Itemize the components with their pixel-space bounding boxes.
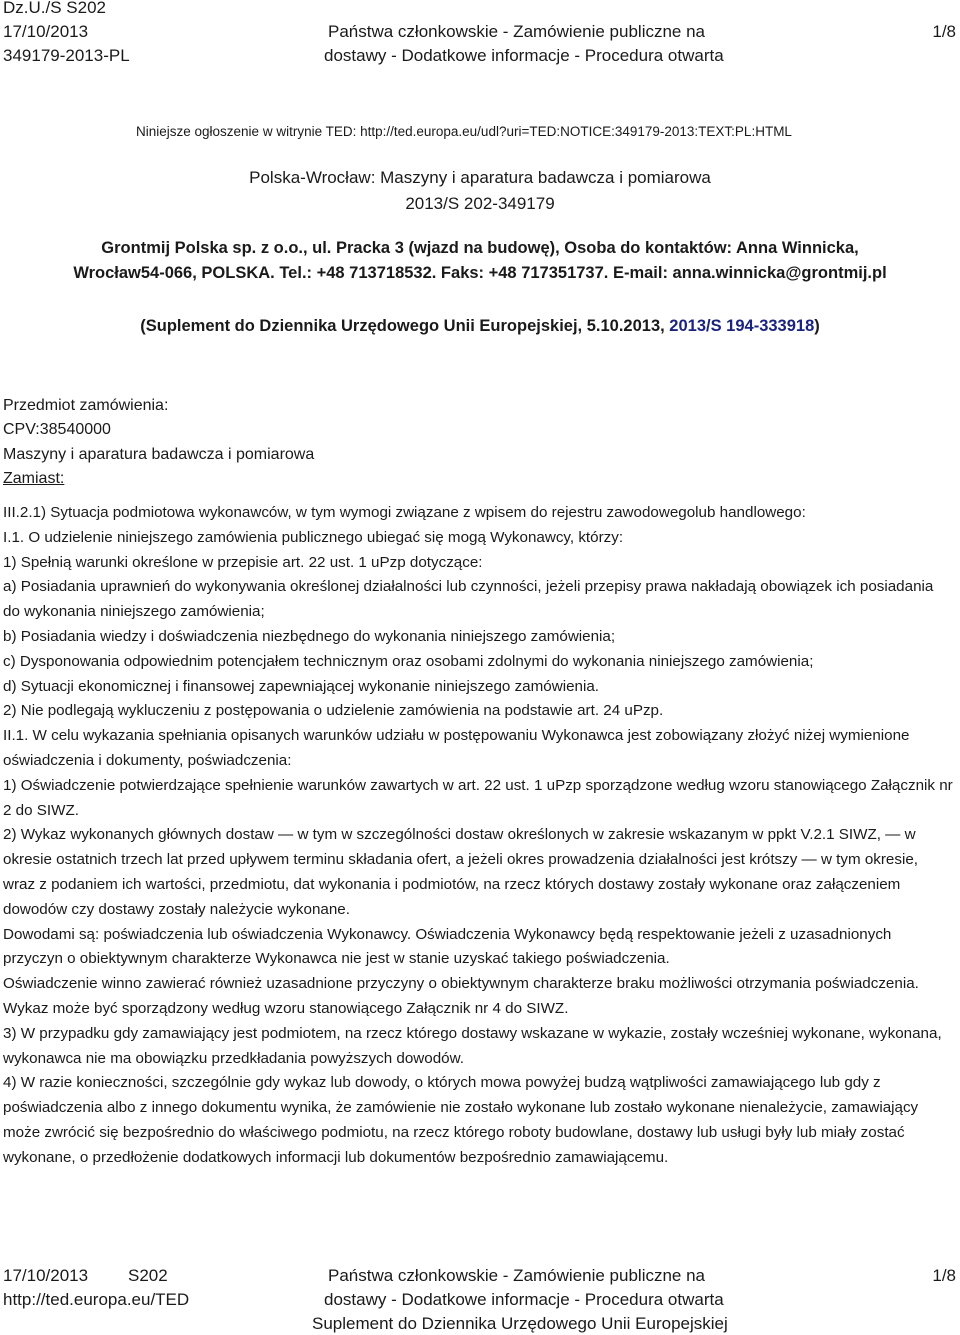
header-date: 17/10/2013	[3, 22, 89, 41]
body-paragraph: I.1. O udzielenie niniejszego zamówienia publicznego ubiegać się mogą Wykonawcy, którzy:	[3, 528, 624, 546]
footer-supplement: Suplement do Dziennika Urzędowego Unii Europejskiej	[312, 1314, 728, 1333]
body-paragraph: a) Posiadania uprawnień do wykonywania określonej działalności lub czynności, jeżeli przepisy prawa nakładają obowiązek ich posiadania do wykonania niniejszego zamówienia;	[3, 578, 934, 621]
header-category-line2: dostawy - Dodatkowe informacje - Procedura otwarta	[324, 46, 724, 65]
subject-name: Maszyny i aparatura badawcza i pomiarowa	[3, 446, 315, 463]
original-notice-link[interactable]: 2013/S 194-333918	[669, 317, 815, 335]
body-paragraph: Dowodami są: poświadczenia lub oświadczenia Wykonawcy. Oświadczenia Wykonawcy będą respektowanie jeżeli z uzasadnionych przyczyn o obiektywnym charakterze Wykonawca nie jest w stanie uzyskać takiego poświadczenia.	[3, 925, 892, 968]
instead-label: Zamiast:	[3, 470, 65, 487]
ted-intro-prefix: Niniejsze ogłoszenie w witrynie TED:	[136, 124, 361, 139]
supplement-reference	[0, 317, 960, 336]
body-paragraph: II.1. W celu wykazania spełniania opisanych warunków udziału w postępowaniu Wykonawca jest zobowiązany złożyć niżej wymienione oświadczenia i dokumenty, poświadczenia:	[3, 727, 910, 769]
supplement-suffix: )	[814, 317, 820, 335]
notice-title: Polska-Wrocław: Maszyny i aparatura badawcza i pomiarowa	[249, 168, 711, 187]
footer-page-number: 1/8	[932, 1266, 956, 1285]
notice-number: 349179-2013-PL	[3, 46, 130, 65]
body-paragraph: 2) Nie podlegają wykluczeniu z postępowania o udzielenie zamówienia na podstawie art. 24 uPzp.	[3, 702, 664, 720]
body-paragraph: 1) Spełnią warunki określone w przepisie art. 22 ust. 1 uPzp dotyczące:	[3, 553, 483, 571]
ted-notice-link[interactable]: http://ted.europa.eu/udl?uri=TED:NOTICE:349179-2013:TEXT:PL:HTML	[360, 124, 792, 139]
supplement-prefix: (Suplement do Dziennika Urzędowego Unii Europejskiej, 5.10.2013,	[140, 317, 670, 335]
header-category-line1: Państwa członkowskie - Zamówienie publiczne na	[328, 22, 706, 41]
contracting-authority-line2: Wrocław54-066, POLSKA. Tel.: +48 713718532. Faks: +48 717351737. E-mail: anna.winnicka@grontmij.pl	[73, 264, 887, 282]
footer-code: S202	[128, 1266, 168, 1285]
body-paragraph: c) Dysponowania odpowiednim potencjałem technicznym oraz osobami zdolnymi do wykonania niniejszego zamówienia;	[3, 652, 814, 670]
body-paragraph: b) Posiadania wiedzy i doświadczenia niezbędnego do wykonania niniejszego zamówienia;	[3, 627, 616, 645]
body-paragraph: Wykaz może być sporządzony według wzoru stanowiącego Załącznik nr 4 do SIWZ.	[3, 999, 569, 1017]
notice-reference: 2013/S 202-349179	[405, 194, 555, 213]
subject-label: Przedmiot zamówienia:	[3, 397, 169, 414]
body-paragraph: 1) Oświadczenie potwierdzające spełnienie warunków zawartych w art. 22 ust. 1 uPzp sporządzone według wzoru stanowiącego Załącznik nr 2 do SIWZ.	[3, 776, 953, 819]
contracting-authority-line1: Grontmij Polska sp. z o.o., ul. Pracka 3 (wjazd na budowę), Osoba do kontaktów: Anna Winnicka,	[101, 239, 859, 257]
ted-intro	[136, 124, 792, 139]
notice-body	[3, 501, 953, 1171]
header-page-number: 1/8	[932, 22, 956, 41]
body-paragraph: 4) W razie konieczności, szczególnie gdy wykaz lub dowody, o których mowa powyżej budzą wątpliwości zamawiającego lub gdy z poświadczenia albo z innego dokumentu wynika, że zamówienie nie zostało wykonane lub zostało wykonane nienależycie, zamawiający może zwrócić się bezpośrednio do właściwego podmiotu, na rzecz którego roboty budowlane, dostawy lub usługi były lub miały zostać wykonane, o przedłożenie dodatkowych informacji lub dokumentów bezpośrednio zamawiającemu.	[3, 1074, 919, 1166]
footer-ted-link[interactable]: http://ted.europa.eu/TED	[3, 1290, 190, 1309]
footer-category-line1: Państwa członkowskie - Zamówienie publiczne na	[328, 1266, 706, 1285]
body-paragraph: d) Sytuacji ekonomicznej i finansowej zapewniającej wykonanie niniejszego zamówienia.	[3, 677, 600, 695]
journal-ref: Dz.U./S S202	[3, 0, 106, 17]
body-paragraph: Oświadczenie winno zawierać również uzasadnione przyczyny o obiektywnym charakterze braku możliwości otrzymania poświadczenia.	[3, 975, 919, 993]
body-paragraph: 2) Wykaz wykonanych głównych dostaw — w tym w szczególności dostaw określonych w zakresie wskazanym w ppkt V.2.1 SIWZ, — w okresie ostatnich trzech lat przed upływem terminu składania ofert, a jeżeli okres prowadzenia działalności jest krótszy — w tym okresie, wraz z podaniem ich wartości, przedmiotu, dat wykonania i podmiotów, na rzecz których dostawy zostały wykonane oraz załączeniem dowodów czy dostawy zostały należycie wykonane.	[3, 826, 919, 918]
footer-category-line2: dostawy - Dodatkowe informacje - Procedura otwarta	[324, 1290, 724, 1309]
cpv-code: CPV:38540000	[3, 421, 111, 438]
body-paragraph: 3) W przypadku gdy zamawiający jest podmiotem, na rzecz którego dostawy wskazane w wykazie, zostały wcześniej wykonane, wykonana, wykonawca nie ma obowiązku przedkładania powyższych dowodów.	[3, 1024, 942, 1067]
footer-date: 17/10/2013	[3, 1266, 89, 1285]
body-paragraph: III.2.1) Sytuacja podmiotowa wykonawców, w tym wymogi związane z wpisem do rejestru zawodowegolub handlowego:	[3, 504, 806, 521]
